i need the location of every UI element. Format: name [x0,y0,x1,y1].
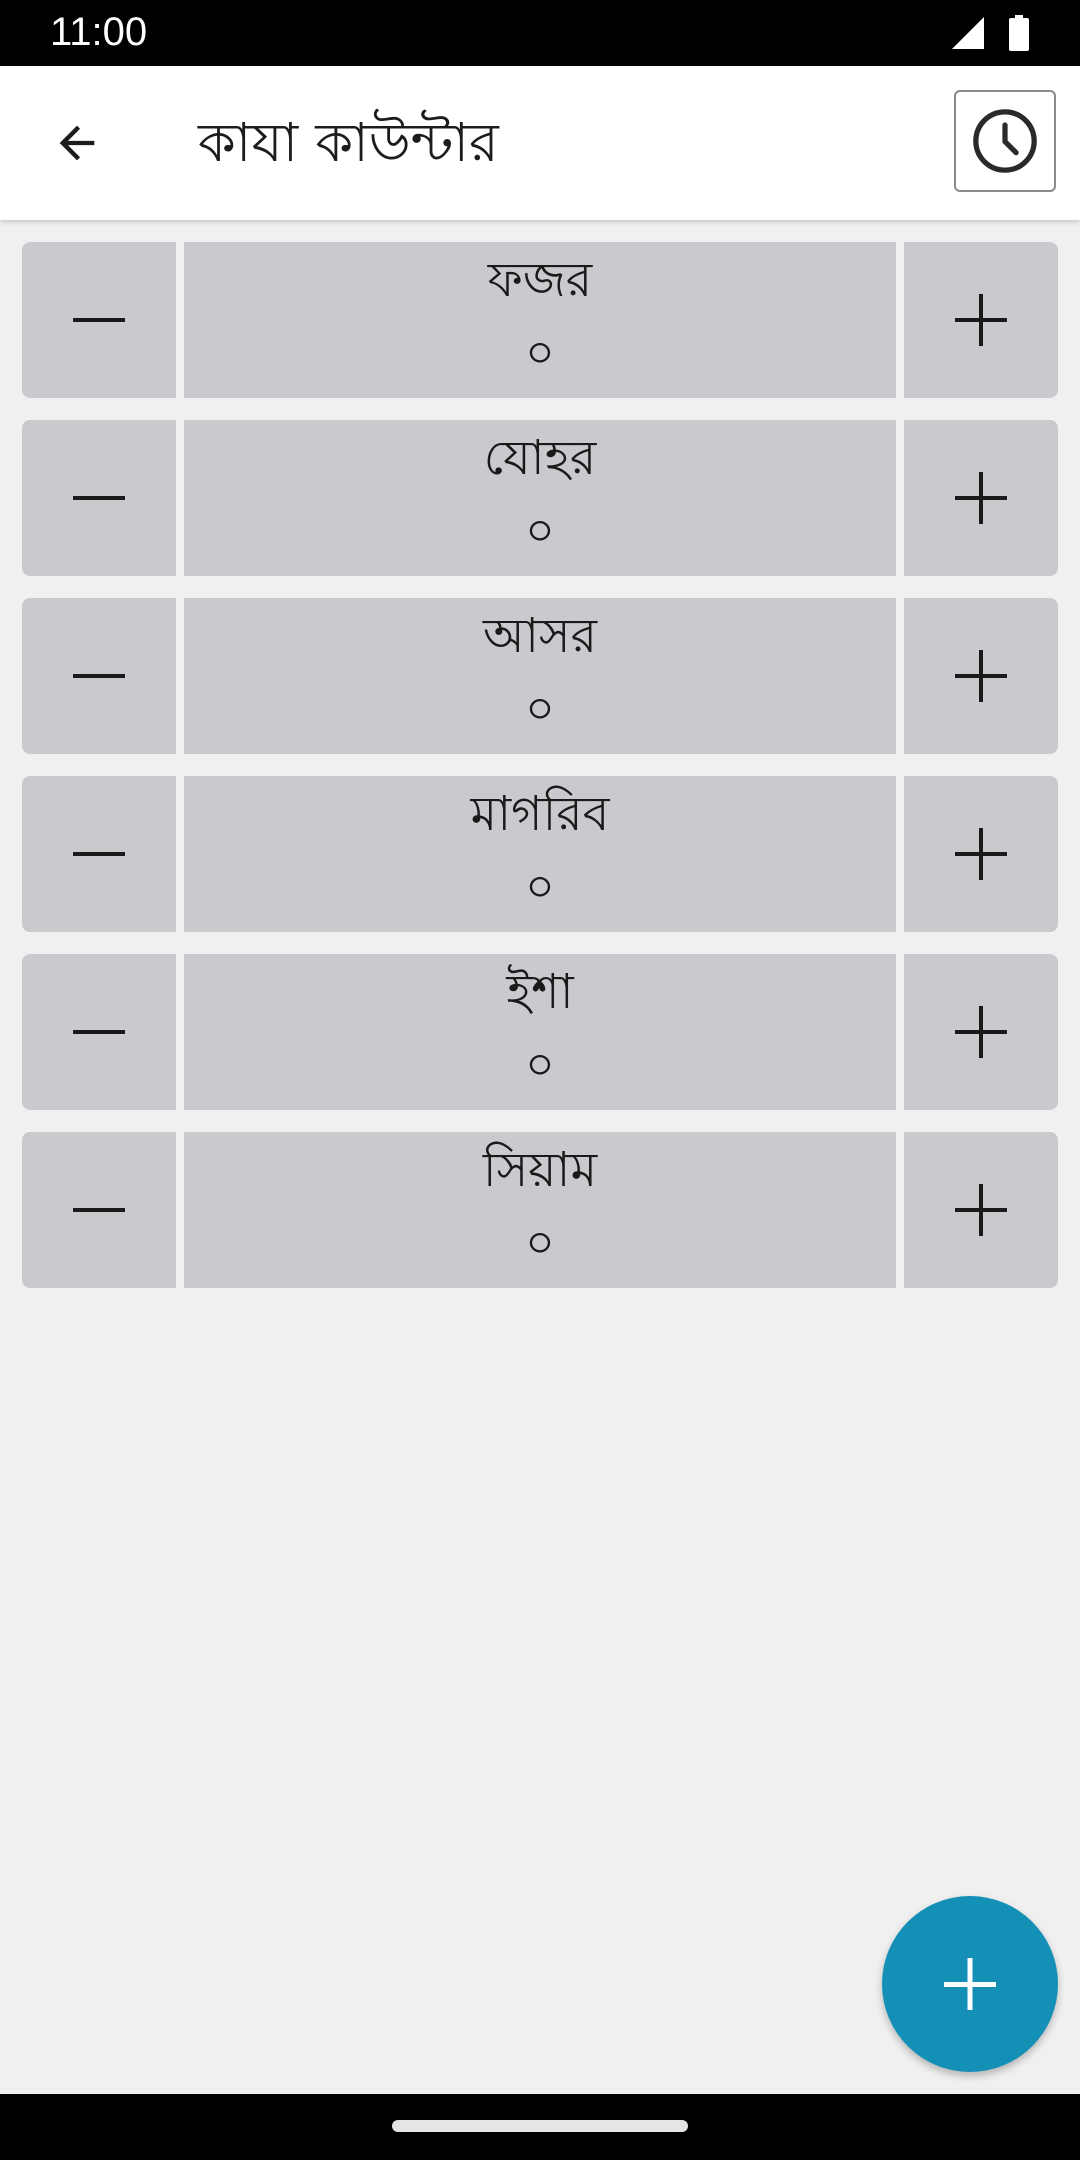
counter-row [22,776,1058,932]
minus-icon [71,1182,127,1238]
status-icons [950,14,1030,52]
counter-row [22,954,1058,1110]
minus-icon [71,292,127,348]
home-gesture-handle[interactable] [392,2120,688,2132]
add-icon [940,1954,1000,2014]
signal-icon [950,15,986,51]
increment-button[interactable] [904,420,1058,576]
prayer-name: ফজর [487,252,593,308]
plus-icon [953,1182,1009,1238]
prayer-count: ০ [525,859,555,913]
prayer-name: যোহর [483,430,597,486]
counter-display [184,1132,896,1288]
minus-icon [71,1004,127,1060]
minus-icon [71,648,127,704]
arrow-back-icon [51,117,103,169]
prayer-name: ইশা [506,964,574,1020]
prayer-count: ০ [525,325,555,379]
counter-display [184,420,896,576]
decrement-button[interactable] [22,1132,176,1288]
page-title: কাযা কাউন্টার [198,111,499,174]
increment-button[interactable] [904,242,1058,398]
status-time: 11:00 [50,10,148,54]
app-bar [0,66,1080,220]
clock-icon [970,106,1040,176]
plus-icon [953,648,1009,704]
counter-row [22,242,1058,398]
counter-display [184,776,896,932]
counter-display [184,242,896,398]
status-bar [0,0,1080,66]
counter-list [22,242,1058,1310]
plus-icon [953,1004,1009,1060]
plus-icon [953,470,1009,526]
prayer-count: ০ [525,681,555,735]
minus-icon [71,826,127,882]
prayer-name: আসর [482,608,598,664]
history-button[interactable] [954,90,1056,192]
back-button[interactable] [36,102,118,184]
prayer-count: ০ [525,1215,555,1269]
add-counter-fab[interactable] [882,1896,1058,2072]
prayer-name: মাগরিব [470,786,610,842]
counter-row [22,420,1058,576]
prayer-count: ০ [525,503,555,557]
decrement-button[interactable] [22,242,176,398]
navigation-bar [0,2094,1080,2160]
increment-button[interactable] [904,1132,1058,1288]
prayer-name: সিয়াম [482,1142,598,1198]
counter-row [22,1132,1058,1288]
plus-icon [953,826,1009,882]
minus-icon [71,470,127,526]
counter-display [184,598,896,754]
decrement-button[interactable] [22,776,176,932]
plus-icon [953,292,1009,348]
counter-display [184,954,896,1110]
counter-row [22,598,1058,754]
battery-icon [1008,15,1030,51]
increment-button[interactable] [904,954,1058,1110]
decrement-button[interactable] [22,954,176,1110]
decrement-button[interactable] [22,420,176,576]
decrement-button[interactable] [22,598,176,754]
increment-button[interactable] [904,598,1058,754]
increment-button[interactable] [904,776,1058,932]
prayer-count: ০ [525,1037,555,1091]
